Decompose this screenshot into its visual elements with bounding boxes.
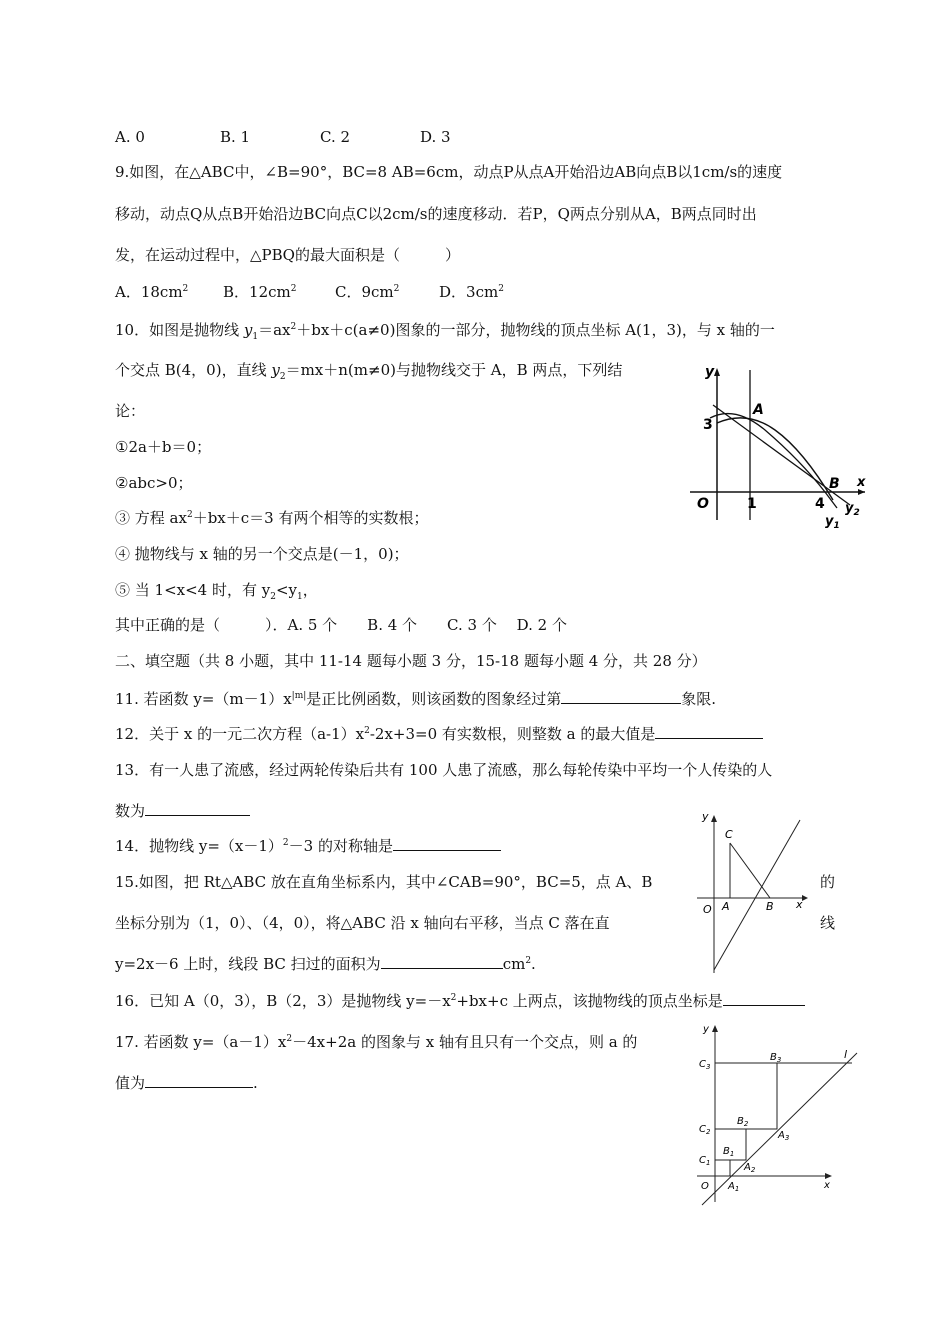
q8-option-a: A. 0 [115, 128, 145, 146]
q15-line-2: 坐标分别为（1，0）、（4，0），将△ABC 沿 x 轴向右平移，当点 C 落在直 [115, 914, 610, 932]
q10-line-3: 论： [115, 402, 146, 420]
q17-fig-point-a3: $A_3$ [778, 1130, 790, 1142]
q8-options [115, 127, 451, 147]
q10-fig-tick-3: 3 [703, 417, 713, 433]
q8-option-c: C. 2 [320, 128, 351, 146]
q10-fig-tick-1: 1 [747, 496, 757, 512]
q12: 12．关于 x 的一元二次方程$(a-1)x^2-2x+3=0$ 有实数根，则整数 a 的最大值是 [115, 724, 763, 744]
q15-line-1: 15.如图，把 Rt△ABC 放在直角坐标系内，其中∠CAB=90°，BC=5，点 A、B [115, 873, 653, 891]
q15-line-3: y=2x－6 上时，线段 BC 扫过的面积为 $cm^2$. [115, 955, 536, 973]
q10-statement-3: ③ 方程 $ax^2+bx+c=3$ 有两个相等的实数根； [115, 509, 429, 527]
q15-fig-origin: O [703, 903, 712, 916]
q15-fig-point-c: C [725, 828, 733, 841]
q17-answer-blank[interactable] [145, 1073, 253, 1088]
q10-fig-point-b: B [829, 476, 840, 492]
q10-fig-point-a: A [753, 402, 764, 418]
q15-translation-figure [692, 808, 812, 978]
q9-option-b: B．$12cm^2$ [223, 283, 297, 301]
section-2-heading: 二、填空题（共 8 小题，其中 11-14 题每小题 3 分，15-18 题每小题 4 分，共 28 分） [115, 652, 707, 670]
q17-fig-point-b3: $B_3$ [770, 1052, 782, 1064]
q13-line-1: 13．有一人患了流感，经过两轮传染后共有 100 人患了流感，那么每轮传染中平均一个人传染的人 [115, 761, 773, 779]
q11-answer-blank[interactable] [561, 689, 681, 704]
q10-line-1: 10．如图是抛物线 $y_1=ax^2+bx+c(a\ne 0)$图象的一部分，抛物线的顶点坐标 A(1，3)，与 x 轴的一 [115, 321, 775, 342]
q10-fig-x-label: x [857, 475, 866, 490]
q15-fig-x-label: x [796, 898, 803, 911]
q17-squares-figure [692, 1020, 848, 1210]
q15-fig-point-b: B [766, 900, 774, 913]
q10-statement-4: ④ 抛物线与 x 轴的另一个交点是(－1，0)； [115, 545, 409, 563]
q10-fig-y2-label: $y_2$ [845, 501, 860, 518]
q10-question: 其中正确的是（ ）．A. 5 个 B. 4 个 C. 3 个 D. 2 个 [115, 616, 567, 634]
q17-fig-point-b1: $B_1$ [723, 1146, 735, 1158]
q14-answer-blank[interactable] [393, 836, 501, 851]
q14: 14．抛物线 $y=(x-1)^2-3$ 的对称轴是 [115, 836, 501, 856]
q10-fig-tick-4: 4 [815, 496, 825, 512]
q17-line-2: 值为 . [115, 1074, 258, 1092]
q13-answer-blank[interactable] [145, 801, 250, 816]
q15-line-2-end: 线 [820, 914, 836, 932]
q10-fig-y-label: y [705, 364, 715, 380]
q10-fig-y1-label: $y_1$ [825, 514, 840, 531]
q11: 11. 若函数 $y=(m-1)x^{|m|}$是正比例函数，则该函数的图象经过第 象限. [115, 690, 717, 708]
q10-parabola-figure [685, 360, 875, 530]
q9-line-1: 9.如图，在△ABC中，∠B=90°，BC=8 AB=6cm，动点P从点A开始沿边AB向点B以1cm/s的速度 [115, 163, 783, 181]
q8-option-d: D. 3 [420, 128, 451, 146]
q17-fig-point-b2: $B_2$ [737, 1116, 749, 1128]
q9-options [115, 282, 504, 302]
q17-fig-line-l: l [844, 1048, 848, 1061]
q9-option-c: C．$9cm^2$ [335, 283, 400, 301]
q8-option-b: B. 1 [220, 128, 251, 146]
q9-option-a: A．$18cm^2$ [115, 283, 189, 301]
q9-option-d: D．$3cm^2$ [439, 283, 504, 301]
q10-statement-1: ①2a＋b＝0； [115, 438, 212, 456]
q16-answer-blank[interactable] [723, 991, 805, 1006]
q17-fig-y-label: y [703, 1024, 709, 1035]
q12-answer-blank[interactable] [655, 724, 763, 739]
q15-fig-point-a: A [722, 900, 730, 913]
q17-fig-point-c1: $C_1$ [699, 1155, 711, 1167]
q16: 16．已知 A（0，3），B（2，3）是抛物线 $y=-x^2+bx+c$ 上两点，该抛物线的顶点坐标是 [115, 991, 805, 1011]
q15-fig-y-label: y [702, 810, 709, 823]
q17-fig-point-a1: $A_1$ [728, 1181, 740, 1193]
q17-line-1: 17. 若函数 $y=(a-1)x^2-4x+2a$ 的图象与 x 轴有且只有一个交点，则 a 的 [115, 1033, 638, 1051]
q9-line-2: 移动，动点Q从点B开始沿边BC向点C以2cm/s的速度移动．若P，Q两点分别从A，B两点同时出 [115, 205, 757, 223]
q17-fig-point-c2: $C_2$ [699, 1124, 711, 1136]
q17-fig-point-a2: $A_2$ [744, 1162, 756, 1174]
q10-statement-5: ⑤ 当 1<x<4 时，有 $y_2<y_1$， [115, 581, 318, 602]
q15-line-1-end: 的 [820, 873, 836, 891]
q10-statement-2: ②abc>0； [115, 474, 193, 492]
q10-fig-origin: O [697, 496, 709, 512]
q17-fig-x-label: x [824, 1180, 830, 1191]
q13-line-2: 数为 [115, 801, 250, 821]
q10-line-2: 个交点 B(4，0)，直线 $y_2=mx+n(m\ne 0)$与抛物线交于 A，B 两点，下列结 [115, 361, 623, 382]
q15-answer-blank[interactable] [381, 954, 503, 969]
q17-fig-origin: O [701, 1181, 709, 1192]
q17-fig-point-c3: $C_3$ [699, 1059, 711, 1071]
q9-line-3: 发，在运动过程中，△PBQ的最大面积是（ ） [115, 246, 460, 264]
